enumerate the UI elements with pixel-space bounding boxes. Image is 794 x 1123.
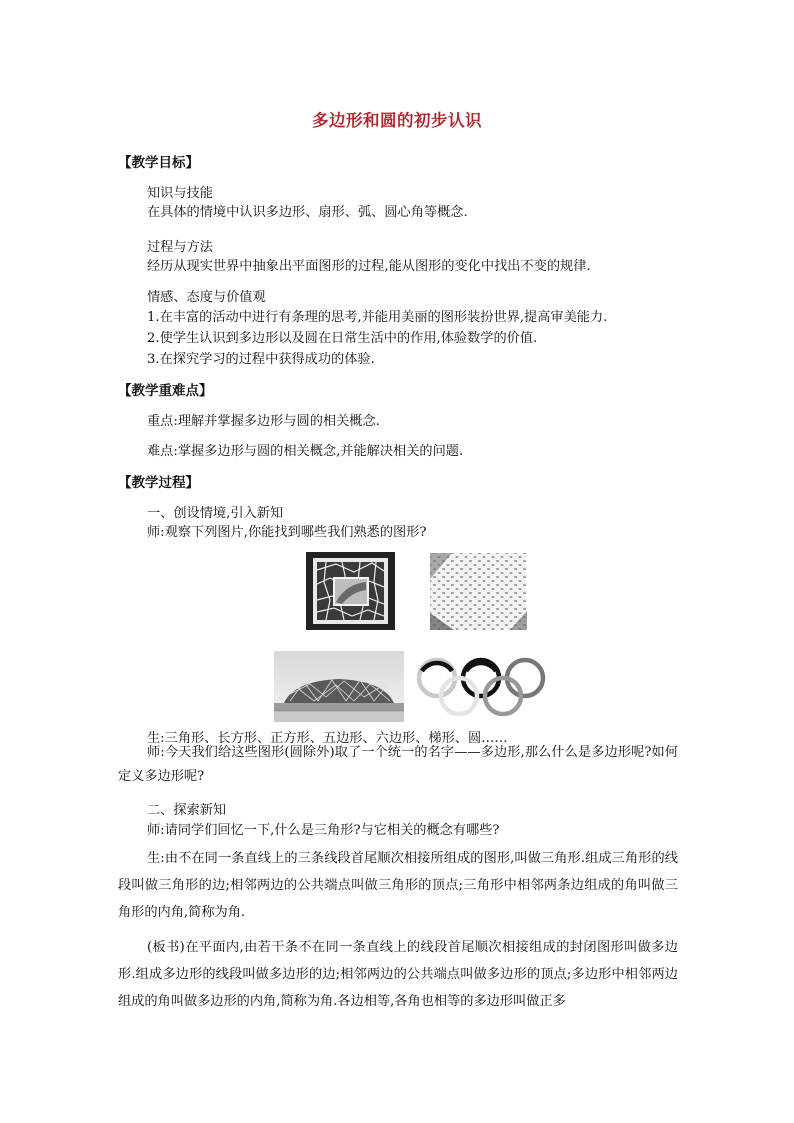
section-heading-goals: 【教学目标】 [118,155,199,171]
page-title: 多边形和圆的初步认识 [312,111,482,130]
knowledge-heading: 知识与技能 [147,186,213,201]
part2-heading: 二、探索新知 [147,803,227,818]
student-answer-2: 生:由不在同一条直线上的三条线段首尾顺次相接所组成的图形,叫做三角形.组成三角形的线段叫做三角形的边;相邻两边的公共端点叫做三角形的顶点;三角形中相邻两条边组成的角叫做三角形的内角,简称为角. [118,851,678,920]
attitude-heading: 情感、态度与价值观 [147,290,266,305]
stadium-photo [274,651,404,722]
attitude-item: 3.在探究学习的过程中获得成功的体验. [147,352,375,367]
honeycomb-photo [430,553,527,630]
method-heading: 过程与方法 [147,240,213,255]
attitude-item: 2.使学生认识到多边形以及圆在日常生活中的作用,体验数学的价值. [147,331,538,346]
teacher-question-1: 师:观察下列图片,你能找到哪些我们熟悉的图形? [147,525,427,540]
section-heading-key-points: 【教学重难点】 [118,383,213,399]
part1-heading: 一、创设情境,引入新知 [147,506,284,521]
difficulty-text: 难点:掌握多边形与圆的相关概念,并能解决相关的问题. [147,444,464,459]
attitude-item: 1.在丰富的活动中进行有条理的思考,并能用美丽的图形装扮世界,提高审美能力. [147,310,608,325]
student-answer-1: 生:三角形、长方形、正方形、五边形、六边形、梯形、圆…… [147,731,508,746]
stained-glass-photo [306,552,395,630]
teacher-question-2: 师:请同学们回忆一下,什么是三角形?与它相关的概念有哪些? [147,823,500,838]
knowledge-text: 在具体的情境中认识多边形、扇形、弧、圆心角等概念. [147,205,468,220]
board-definition: (板书)在平面内,由若干条不在同一条直线上的线段首尾顺次相接组成的封闭图形叫做多边形.组成多边形的线段叫做多边形的边;相邻两边的公共端点叫做多边形的顶点;多边形中相邻两边组成的角叫做多边形的内角,简称为角.各边相等,各角也相等的多边形叫做正多 [118,940,678,1009]
focus-text: 重点:理解并掌握多边形与圆的相关概念. [147,414,380,429]
olympic-rings-image [414,653,548,721]
teacher-paragraph-2: 师:今天我们给这些图形(圆除外)取了一个统一的名字——多边形,那么什么是多边形呢?如何定义多边形呢? [118,745,678,784]
section-heading-process: 【教学过程】 [118,475,199,491]
method-text: 经历从现实世界中抽象出平面图形的过程,能从图形的变化中找出不变的规律. [147,259,591,274]
